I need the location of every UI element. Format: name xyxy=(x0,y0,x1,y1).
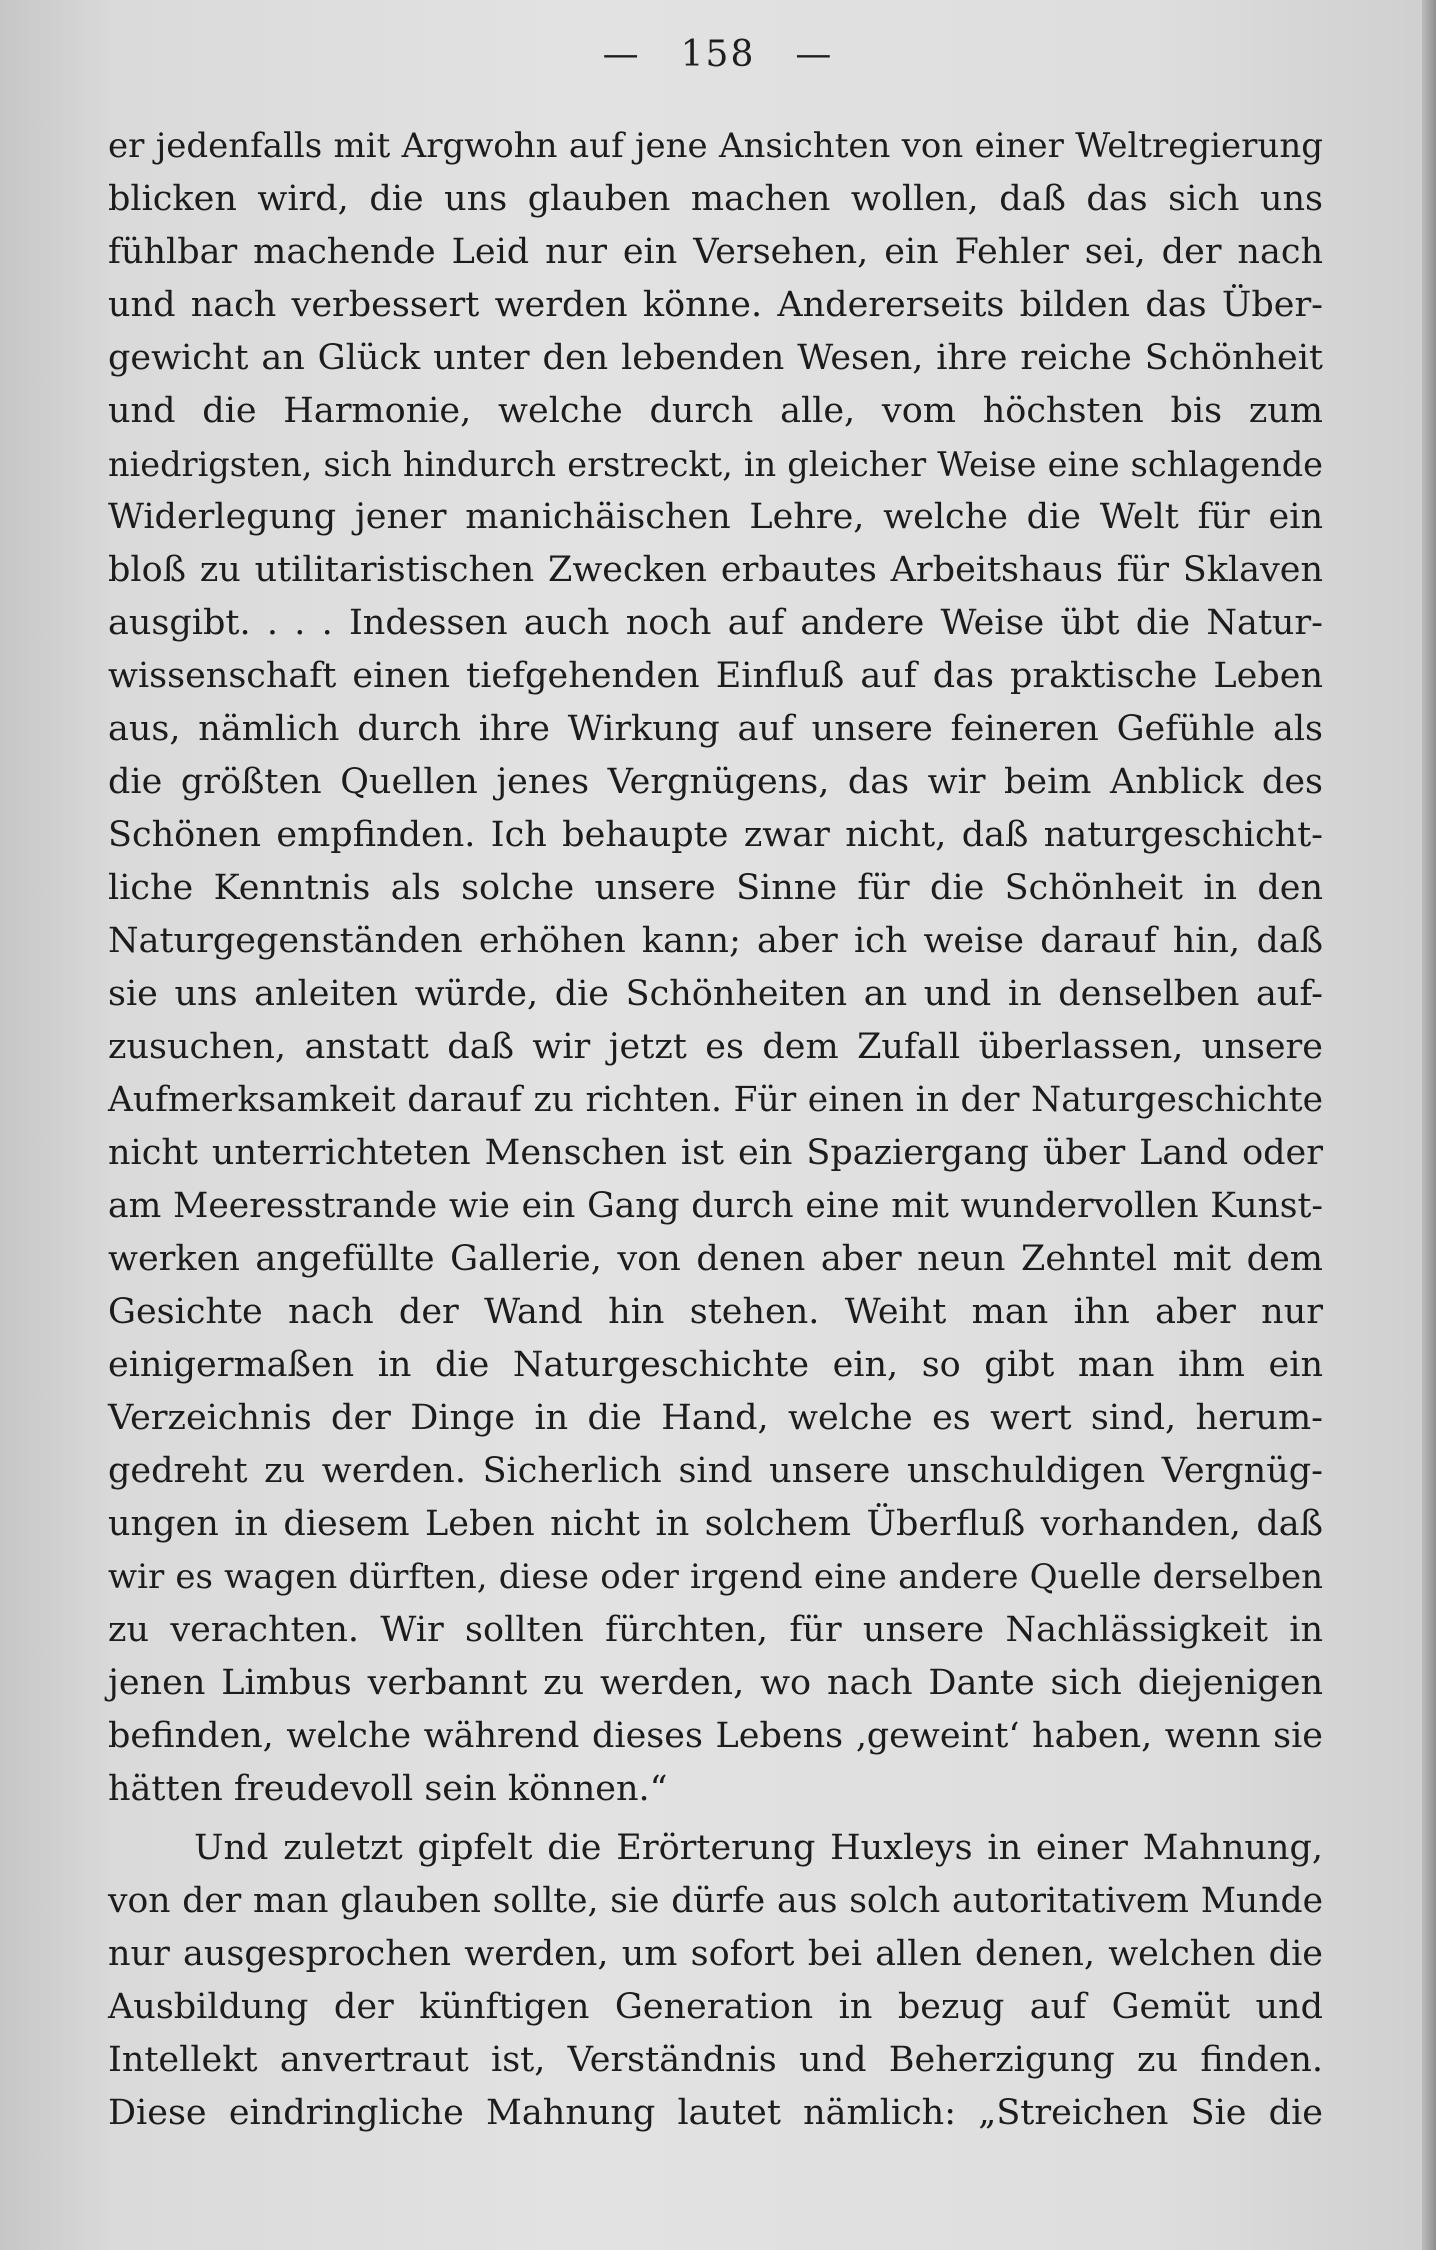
text-line: und nach verbessert werden könne. Andererseits bilden das Über- xyxy=(108,285,1323,325)
header-dash-right: — xyxy=(795,34,834,75)
text-line: fühlbar machende Leid nur ein Versehen, ein Fehler sei, der nach xyxy=(108,232,1323,272)
text-line: er jedenfalls mit Argwohn auf jene Ansichten von einer Weltregierung xyxy=(108,126,1323,166)
text-line: Aufmerksamkeit darauf zu richten. Für einen in der Naturgeschichte xyxy=(108,1080,1323,1120)
text-line: ungen in diesem Leben nicht in solchem Überfluß vorhanden, daß xyxy=(108,1504,1323,1544)
text-line: Intellekt anvertraut ist, Verständnis und Beherzigung zu finden. xyxy=(108,2040,1323,2080)
text-line: Verzeichnis der Dinge in die Hand, welche es wert sind, herum- xyxy=(108,1398,1323,1438)
text-line: wir es wagen dürften, diese oder irgend eine andere Quelle derselben xyxy=(108,1557,1323,1597)
text-line: nur ausgesprochen werden, um sofort bei allen denen, welchen die xyxy=(108,1934,1323,1974)
text-line: aus, nämlich durch ihre Wirkung auf unsere feineren Gefühle als xyxy=(108,709,1323,749)
text-line: blicken wird, die uns glauben machen wollen, daß das sich uns xyxy=(108,179,1323,219)
text-line: am Meeresstrande wie ein Gang durch eine mit wundervollen Kunst- xyxy=(108,1186,1323,1226)
text-line: befinden, welche während dieses Lebens ‚geweint‘ haben, wenn sie xyxy=(108,1716,1323,1756)
text-line: Schönen empfinden. Ich behaupte zwar nicht, daß naturgeschicht- xyxy=(108,815,1323,855)
text-line: gedreht zu werden. Sicherlich sind unsere unschuldigen Vergnüg- xyxy=(108,1451,1323,1491)
page-edge xyxy=(1422,0,1436,2250)
text-line: Und zuletzt gipfelt die Erörterung Huxleys in einer Mahnung, xyxy=(194,1828,1323,1868)
page-number-header xyxy=(0,34,1436,75)
text-line: zusuchen, anstatt daß wir jetzt es dem Zufall überlassen, unsere xyxy=(108,1027,1323,1067)
text-line: Naturgegenständen erhöhen kann; aber ich weise darauf hin, daß xyxy=(108,921,1323,961)
text-line: liche Kenntnis als solche unsere Sinne für die Schönheit in den xyxy=(108,868,1323,908)
text-line: gewicht an Glück unter den lebenden Wesen, ihre reiche Schönheit xyxy=(108,338,1323,378)
text-line: niedrigsten, sich hindurch erstreckt, in gleicher Weise eine schlagende xyxy=(108,445,1323,484)
text-line: jenen Limbus verbannt zu werden, wo nach Dante sich diejenigen xyxy=(108,1663,1323,1703)
text-line: Gesichte nach der Wand hin stehen. Weiht man ihn aber nur xyxy=(108,1292,1323,1332)
text-line: wissenschaft einen tiefgehenden Einfluß auf das praktische Leben xyxy=(108,656,1323,696)
text-line: werken angefüllte Gallerie, von denen aber neun Zehntel mit dem xyxy=(108,1239,1323,1279)
text-line: Ausbildung der künftigen Generation in bezug auf Gemüt und xyxy=(108,1987,1323,2027)
text-line: und die Harmonie, welche durch alle, vom höchsten bis zum xyxy=(108,391,1323,431)
text-line: hätten freudevoll sein können.“ xyxy=(108,1769,668,1809)
header-dash-left: — xyxy=(602,34,641,75)
text-line: Diese eindringliche Mahnung lautet nämlich: „Streichen Sie die xyxy=(108,2093,1323,2133)
text-line: Widerlegung jener manichäischen Lehre, welche die Welt für ein xyxy=(108,497,1323,537)
text-line: nicht unterrichteten Menschen ist ein Spaziergang über Land oder xyxy=(108,1133,1323,1173)
text-line: bloß zu utilitaristischen Zwecken erbautes Arbeitshaus für Sklaven xyxy=(108,550,1323,590)
text-line: zu verachten. Wir sollten fürchten, für unsere Nachlässigkeit in xyxy=(108,1610,1323,1650)
page-number: 158 xyxy=(680,34,756,75)
text-line: ausgibt. . . . Indessen auch noch auf andere Weise übt die Natur- xyxy=(108,603,1323,643)
text-line: die größten Quellen jenes Vergnügens, das wir beim Anblick des xyxy=(108,762,1323,802)
text-line: sie uns anleiten würde, die Schönheiten an und in denselben auf- xyxy=(108,974,1323,1014)
text-line: einigermaßen in die Naturgeschichte ein, so gibt man ihm ein xyxy=(108,1345,1323,1385)
text-line: von der man glauben sollte, sie dürfe aus solch autoritativem Munde xyxy=(108,1881,1323,1921)
